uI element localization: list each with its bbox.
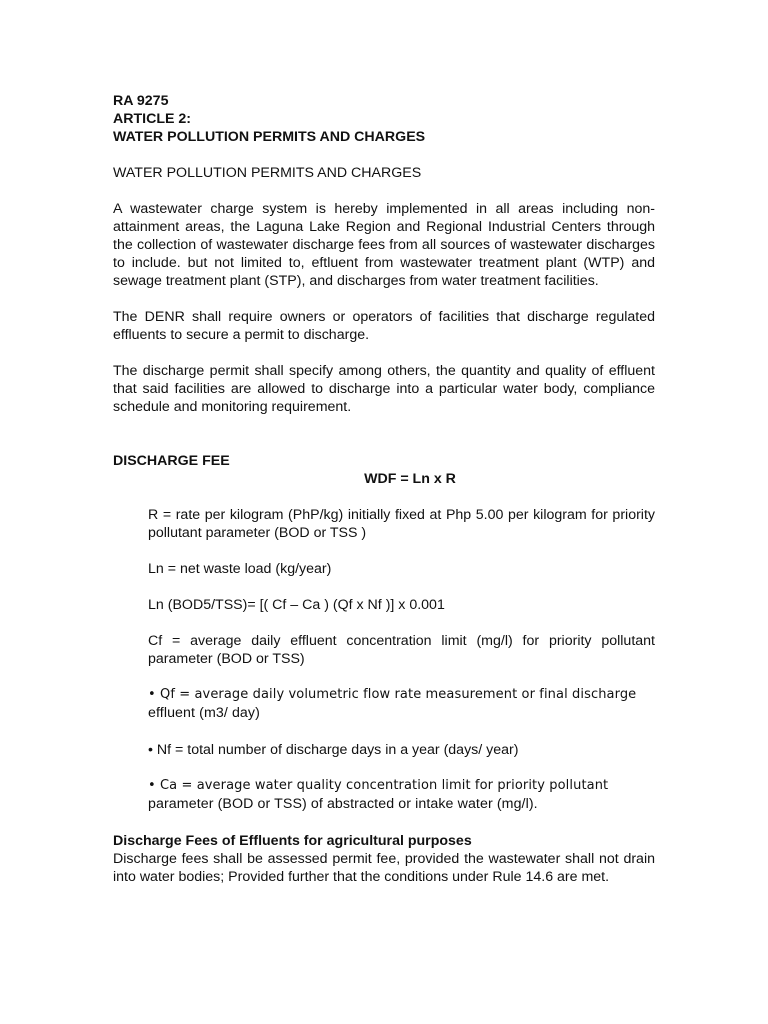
article-label: ARTICLE 2: [113,111,192,127]
definitions-list [113,506,655,814]
definition-qf-head: • Qf = average daily volumetric flow rate measurement or final discharge [148,687,637,702]
definition-ca-tail: parameter (BOD or TSS) of abstracted or intake water (mg/l). [148,796,538,812]
agricultural-heading: Discharge Fees of Effluents for agricultural purposes [113,833,472,849]
definition-ca-head: • Ca = average water quality concentration limit for priority pollutant [148,778,609,793]
definition-qf-tail: effluent (m3/ day) [148,705,260,721]
paragraph-wastewater-charge-system: A wastewater charge system is hereby implemented in all areas including non-attainment areas, the Laguna Lake Region and Regional Industrial Centers through the collection of wastewater discharge fees from all sources of wastewater discharges to include. but not limited to, eftluent from wastewater treatment plant (WTP) and sewage treatment plant (STP), and discharges from water treatment facilities. [113,201,655,289]
document-page [113,92,655,886]
section-subtitle: WATER POLLUTION PERMITS AND CHARGES [113,165,422,181]
paragraph-permit-specification: The discharge permit shall specify among others, the quantity and quality of effluent that said facilities are allowed to discharge into a particular water body, compliance schedule and monitoring requirement. [113,363,655,415]
definition-nf: • Nf = total number of discharge days in a year (days/ year) [148,742,519,758]
definition-ln: Ln = net waste load (kg/year) [148,561,332,577]
definition-ln-formula: Ln (BOD5/TSS)= [( Cf – Ca ) (Qf x Nf )] x 0.001 [148,597,445,613]
discharge-fee-heading: DISCHARGE FEE [113,453,230,469]
definition-cf: Cf = average daily effluent concentration limit (mg/l) for priority pollutant parameter (BOD or TSS) [148,633,655,667]
wdf-formula: WDF = Ln x R [364,471,456,487]
agricultural-text: Discharge fees shall be assessed permit fee, provided the wastewater shall not drain into water bodies; Provided further that the conditions under Rule 14.6 are met. [113,851,655,885]
definition-ca [148,777,655,814]
paragraph-denr-permit: The DENR shall require owners or operators of facilities that discharge regulated effluents to secure a permit to discharge. [113,309,655,343]
act-number: RA 9275 [113,93,169,109]
document-title: WATER POLLUTION PERMITS AND CHARGES [113,129,426,145]
definition-r: R = rate per kilogram (PhP/kg) initially fixed at Php 5.00 per kilogram for priority pollutant parameter (BOD or TSS ) [148,507,655,541]
definition-qf [148,686,655,723]
